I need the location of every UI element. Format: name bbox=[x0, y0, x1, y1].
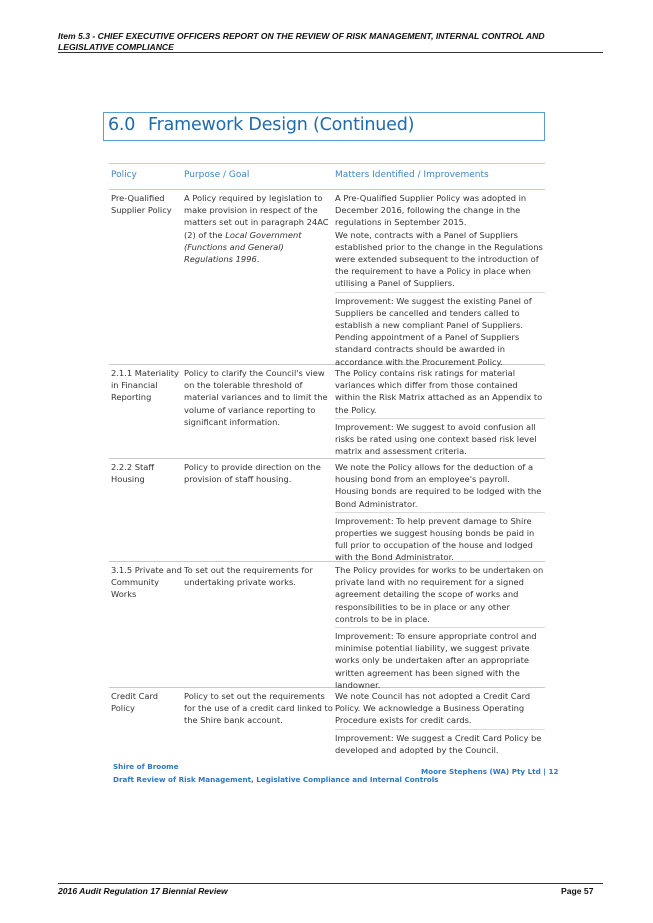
footer-separator: | bbox=[543, 767, 546, 776]
header-matters: Matters Identified / Improvements bbox=[335, 170, 489, 180]
finding-text: A Pre-Qualified Supplier Policy was adopted in December 2016, following the change in the regulations in September 2015. bbox=[335, 193, 527, 228]
purpose-cell: To set out the requirements for undertaking private works. bbox=[184, 565, 313, 588]
report-footer-org bbox=[113, 761, 438, 786]
improvement-text: Improvement: We suggest a Credit Card Policy be developed and adopted by the Council. bbox=[335, 732, 542, 755]
matters-cell bbox=[335, 367, 545, 459]
table-row bbox=[109, 562, 545, 688]
section-heading-box bbox=[103, 112, 545, 141]
improvement-text: Improvement: We suggest the existing Panel of Suppliers be cancelled and tenders called to establish a new compliant Panel of Suppliers. Pending appointment of a Panel of Suppliers standard contracts should be awarded in accordance with the Procurement Policy. bbox=[335, 295, 532, 367]
matters-cell bbox=[335, 564, 545, 693]
page-footer-title: 2016 Audit Regulation 17 Biennial Review bbox=[58, 886, 228, 896]
matters-finding bbox=[335, 192, 545, 293]
finding-text: Housing bonds are required to be lodged with the Bond Administrator. bbox=[335, 486, 542, 509]
header-purpose: Purpose / Goal bbox=[184, 170, 250, 180]
matters-finding bbox=[335, 461, 545, 513]
policy-cell: Credit Card Policy bbox=[111, 691, 158, 714]
matters-cell bbox=[335, 461, 545, 566]
table-row bbox=[109, 688, 545, 755]
report-page-number: 12 bbox=[548, 767, 559, 776]
finding-text: The Policy provides for works to be undertaken on private land with no requirement for a signed agreement detailing the scope of works and responsibilities to be in place or any other controls to be in place. bbox=[335, 565, 544, 624]
matters-improvement bbox=[335, 293, 545, 370]
purpose-cell bbox=[184, 192, 334, 265]
purpose-cell: Policy to provide direction on the provision of staff housing. bbox=[184, 462, 321, 485]
matters-cell bbox=[335, 690, 545, 758]
purpose-cell: Policy to set out the requirements for the use of a credit card linked to the Shire bank account. bbox=[184, 691, 333, 726]
purpose-text-end: . bbox=[256, 254, 260, 265]
finding-text: We note the Policy allows for the deduction of a housing bond from an employee's payroll. bbox=[335, 462, 534, 485]
policy-cell: 3.1.5 Private and Community Works bbox=[111, 565, 182, 600]
footer-divider bbox=[58, 883, 603, 884]
improvement-text: Improvement: To help prevent damage to Shire properties we suggest housing bonds be paid in full prior to occupation of the house and lodged with the Bond Administrator. bbox=[335, 515, 535, 563]
table-row bbox=[109, 459, 545, 562]
purpose-text: A Policy required by legislation to make provision in respect of the matters set out in paragraph 24AC (2) of the bbox=[184, 193, 329, 240]
page-number: Page 57 bbox=[561, 886, 594, 896]
header-divider bbox=[58, 52, 603, 53]
agenda-item-header: Item 5.3 - CHIEF EXECUTIVE OFFICERS REPORT ON THE REVIEW OF RISK MANAGEMENT, INTERNAL CONTROL AND LEGISLATIVE COMPLIANCE bbox=[58, 31, 545, 52]
matters-improvement bbox=[335, 730, 545, 758]
matters-improvement bbox=[335, 419, 545, 460]
matters-cell bbox=[335, 192, 545, 370]
improvement-text: Improvement: To ensure appropriate control and minimise potential liability, we suggest private works only be undertaken after an appropriate written agreement has been signed with the landowner. bbox=[335, 631, 537, 690]
header-policy: Policy bbox=[111, 170, 137, 180]
client-name: Shire of Broome bbox=[113, 762, 179, 771]
regulation-citation: Local Government (Functions and General) Regulations 1996 bbox=[184, 229, 302, 265]
matters-finding bbox=[335, 367, 545, 419]
policy-cell: 2.1.1 Materiality in Financial Reporting bbox=[111, 368, 179, 403]
finding-text: The Policy contains risk ratings for material variances which differ from those contained within the Risk Matrix attached as an Appendix to the Policy. bbox=[335, 368, 543, 415]
improvement-text: Improvement: We suggest to avoid confusion all risks be rated using one context based risk level matrix and assessment criteria. bbox=[335, 421, 537, 457]
finding-text: We note, contracts with a Panel of Suppliers established prior to the change in the Regulations were extended subsequent to the introduction of the requirement to have a Policy in place when utilising a Panel of Suppliers. bbox=[335, 229, 543, 289]
matters-finding bbox=[335, 564, 545, 628]
matters-improvement bbox=[335, 513, 545, 566]
purpose-cell: Policy to clarify the Council's view on the tolerable threshold of material variances and to limit the volume of variance reporting to significant information. bbox=[184, 368, 328, 427]
report-title: Draft Review of Risk Management, Legislative Compliance and Internal Controls bbox=[113, 774, 439, 784]
firm-name: Moore Stephens (WA) Pty Ltd bbox=[421, 767, 541, 776]
policy-cell: 2.2.2 Staff Housing bbox=[111, 462, 155, 485]
table-header-row bbox=[109, 163, 545, 190]
finding-text: We note Council has not adopted a Credit Card Policy. We acknowledge a Business Operating Procedure exists for credit cards. bbox=[335, 691, 531, 726]
report-footer-firm bbox=[421, 767, 558, 776]
section-title bbox=[108, 115, 414, 135]
section-title-text: Framework Design (Continued) bbox=[148, 115, 415, 135]
section-number: 6.0 bbox=[108, 115, 136, 135]
policy-table bbox=[109, 163, 545, 755]
matters-improvement bbox=[335, 628, 545, 693]
policy-cell: Pre-Qualified Supplier Policy bbox=[111, 193, 172, 216]
table-row bbox=[109, 190, 545, 365]
matters-finding bbox=[335, 690, 545, 730]
table-row bbox=[109, 365, 545, 459]
